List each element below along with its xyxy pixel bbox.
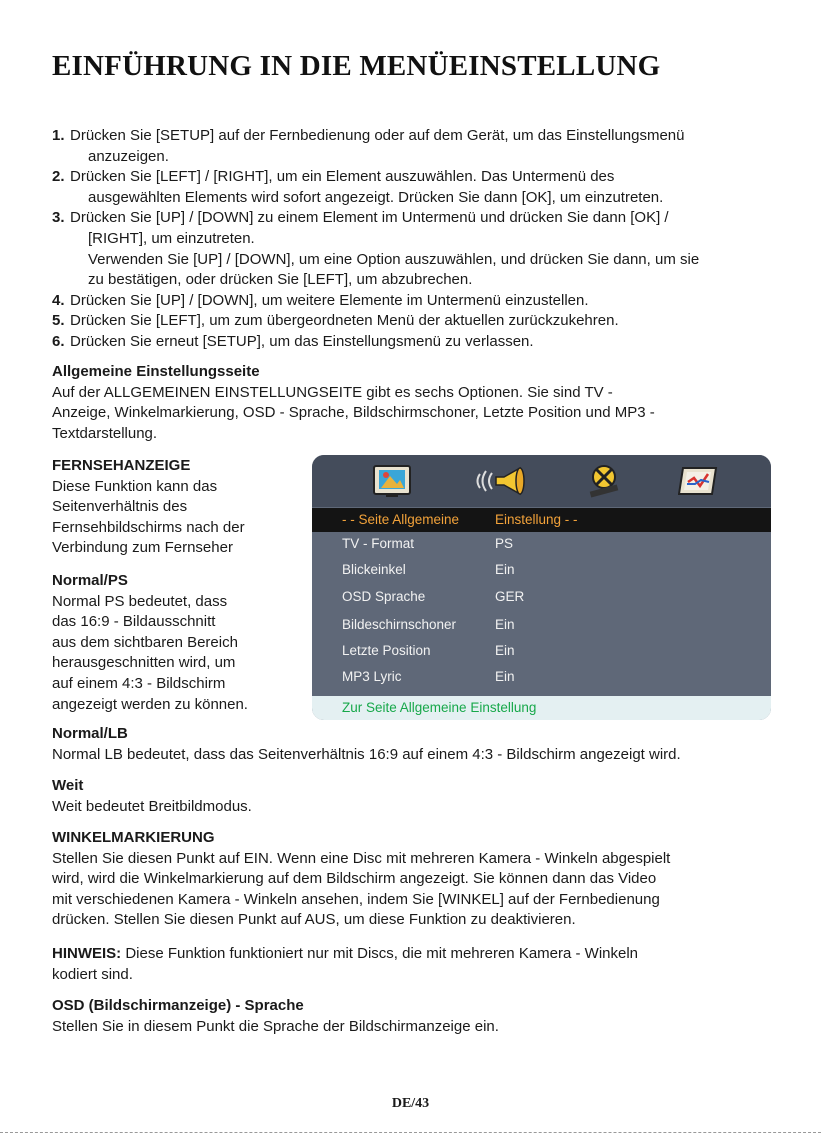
section-text: Seitenverhältnis des [52,498,188,516]
tv-display-column [52,456,302,715]
osd-menu-row [312,531,771,557]
section-text: Verbindung zum Fernseher [52,539,233,557]
step-4 [52,291,772,312]
osd-language-section [52,996,772,1037]
step-text: [RIGHT], um einzutreten. [88,229,255,247]
angle-mark-section [52,828,782,931]
osd-row-label: Letzte Position [342,643,431,658]
osd-header-left: - - Seite Allgemeine [342,512,460,527]
note-label: HINWEIS: [52,945,122,962]
section-text: auf einem 4:3 - Bildschirm [52,674,226,692]
step-text: ausgewählten Elements wird sofort angezeigt. Drücken Sie dann [OK], um einzutreten. [88,188,664,206]
osd-icon-bar [312,455,771,507]
tv-settings-icon [372,464,412,498]
section-text: herausgeschnitten wird, um [52,654,236,672]
step-text: Verwenden Sie [UP] / [DOWN], um eine Option auszuwählen, und drücken Sie dann, um sie [88,250,700,268]
step-2 [52,167,772,208]
preference-icon [678,464,718,498]
step-text: Drücken Sie [SETUP] auf der Fernbedienung oder auf dem Gerät, um das Einstellungsmenü [70,127,685,144]
section-text: das 16:9 - Bildausschnitt [52,613,216,631]
weit-section [52,776,772,817]
osd-row-label: OSD Sprache [342,589,426,604]
page-number: DE/43 [391,1096,430,1111]
section-heading: Normal/LB [52,725,128,742]
osd-row-label: TV - Format [342,536,415,551]
section-text: mit verschiedenen Kamera - Winkeln ansehen, indem Sie [WINKEL] auf der Fernbedienung [52,890,660,908]
osd-row-label: Bildeschirnschoner [342,617,457,632]
section-text: Weit bedeutet Breitbildmodus. [52,797,252,815]
osd-footer-text: Zur Seite Allgemeine Einstellung [342,700,537,715]
section-text: Stellen Sie diesen Punkt auf EIN. Wenn eine Disc mit mehreren Kamera - Winkeln abgespielt [52,849,671,867]
osd-menu-row [312,638,771,664]
osd-menu-row [312,557,771,583]
section-text: drücken. Stellen Sie diesen Punkt auf AUS, um diese Funktion zu deaktivieren. [52,911,576,929]
section-text: Fernsehbildschirms nach der [52,518,245,536]
osd-row-value: Ein [495,669,515,684]
osd-menu-screenshot [312,455,771,720]
step-text: Drücken Sie [LEFT], um zum übergeordneten Menü der aktuellen zurückzukehren. [70,312,619,330]
step-1 [52,126,772,167]
section-text: Auf der ALLGEMEINEN EINSTELLUNGSEITE gibt es sechs Optionen. Sie sind TV - [52,383,613,401]
section-heading: FERNSEHANZEIGE [52,457,191,474]
section-text: Stellen Sie in diesem Punkt die Sprache der Bildschirmanzeige ein. [52,1017,499,1035]
step-text: Drücken Sie [LEFT] / [RIGHT], um ein Element auszuwählen. Das Untermenü des [70,168,615,186]
page-title: EINFÜHRUNG IN DIE MENÜEINSTELLUNG [52,50,661,82]
audio-speaker-icon [472,464,534,498]
step-number: 4. [52,291,65,309]
osd-row-label: MP3 Lyric [342,669,402,684]
step-text: Drücken Sie [UP] / [DOWN], um weitere Elemente im Untermenü einzustellen. [70,291,589,309]
step-6 [52,332,772,353]
section-text: aus dem sichtbaren Bereich [52,633,238,651]
section-text: wird, wird die Winkelmarkierung auf dem Bildschirm angezeigt. Sie können dann das Video [52,870,657,888]
step-number: 6. [52,332,65,350]
section-text: Normal PS bedeutet, dass [52,592,228,610]
setup-steps-list [52,126,772,353]
osd-page-header [312,508,771,532]
general-settings-section [52,362,772,444]
step-number: 3. [52,209,65,227]
section-text: Diese Funktion kann das [52,477,218,495]
step-number: 1. [52,127,65,144]
normal-lb-section [52,724,782,765]
page-bottom-rule [0,1132,821,1133]
step-text: Drücken Sie [UP] / [DOWN] zu einem Element im Untermenü und drücken Sie dann [OK] / [70,209,669,227]
section-text: Anzeige, Winkelmarkierung, OSD - Sprache, Bildschirmschoner, Letzte Position und MP3 - [52,404,655,422]
note-text: kodiert sind. [52,965,133,983]
video-settings-icon [584,464,624,498]
step-5 [52,311,772,332]
osd-header-right: Einstellung - - [495,512,578,527]
section-heading: OSD (Bildschirmanzeige) - Sprache [52,997,304,1014]
osd-menu-row [312,664,771,690]
section-heading: WINKELMARKIERUNG [52,829,215,846]
section-text: Normal LB bedeutet, dass das Seitenverhältnis 16:9 auf einem 4:3 - Bildschirm angezeigt wird. [52,745,681,763]
step-3 [52,208,772,290]
step-text: Drücken Sie erneut [SETUP], um das Einstellungsmenü zu verlassen. [70,332,534,350]
osd-row-label: Blickeinkel [342,562,406,577]
step-number: 5. [52,312,65,330]
step-text: anzuzeigen. [88,147,169,165]
osd-row-value: GER [495,589,525,604]
osd-footer [312,696,771,720]
osd-menu-row [312,612,771,638]
osd-row-value: PS [495,536,514,551]
osd-menu-row [312,584,771,610]
section-text: Textdarstellung. [52,424,158,442]
step-text: zu bestätigen, oder drücken Sie [LEFT], um abzubrechen. [88,271,473,289]
osd-row-value: Ein [495,643,515,658]
osd-row-value: Ein [495,562,515,577]
step-number: 2. [52,168,65,186]
section-heading: Normal/PS [52,571,128,589]
note-section [52,944,772,985]
section-heading: Allgemeine Einstellungsseite [52,363,260,380]
note-text: Diese Funktion funktioniert nur mit Discs, die mit mehreren Kamera - Winkeln [121,945,639,962]
osd-row-value: Ein [495,617,515,632]
section-text: angezeigt werden zu können. [52,695,248,713]
section-heading: Weit [52,777,84,794]
